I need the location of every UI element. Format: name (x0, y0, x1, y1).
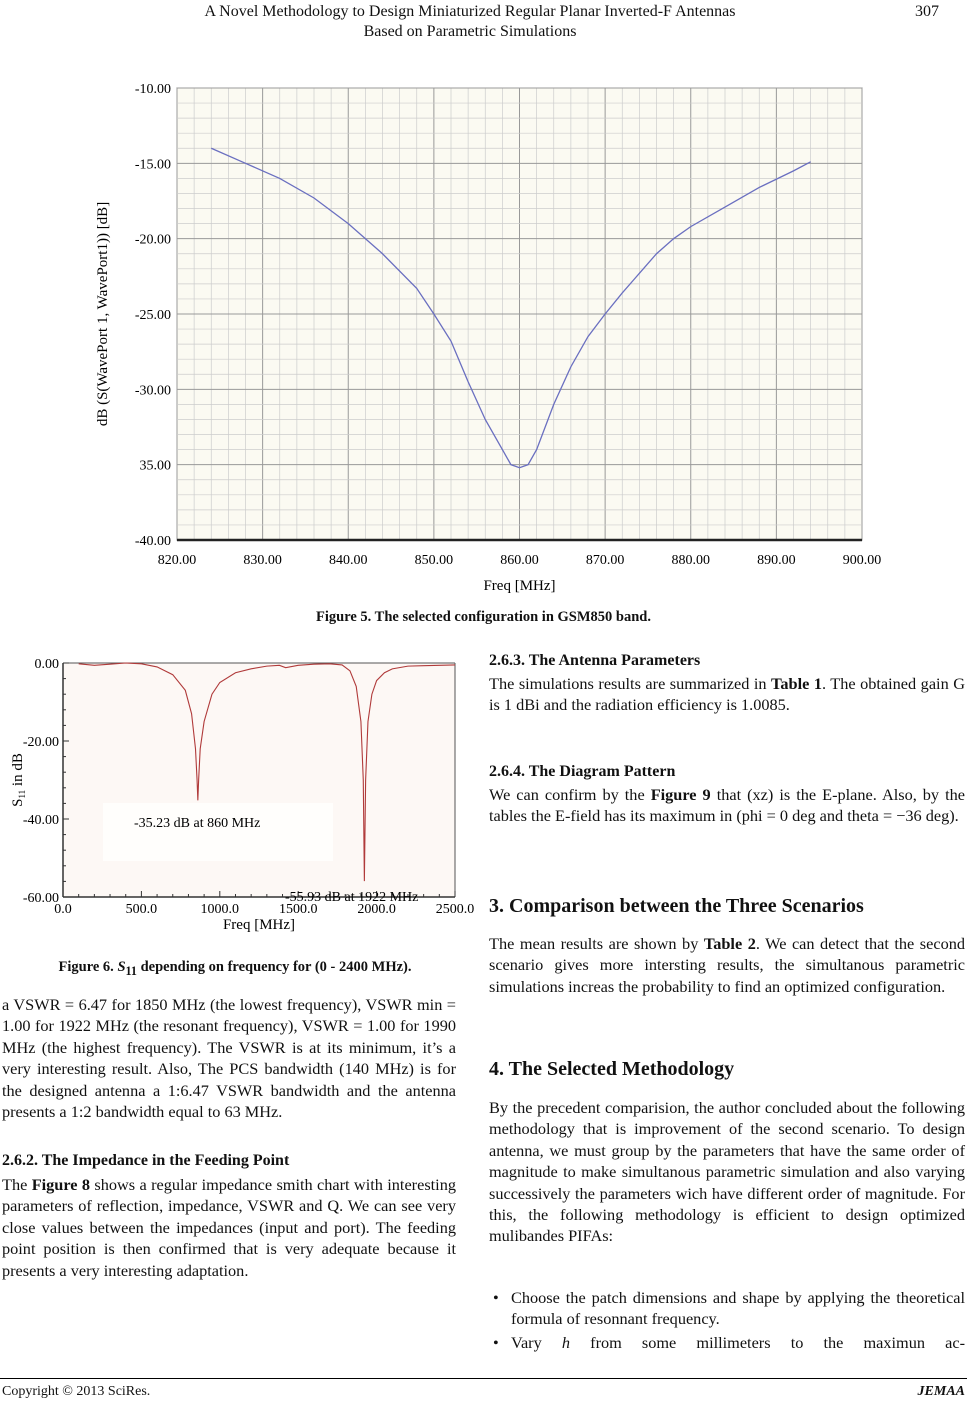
right-paragraph-methodology: By the precedent comparision, the author concluded about the following methodology that is improvement of the second scenario. To design antenna, we must group by the parameters that have the same order of magnitude to make simultanous parametric simulation and also varying successively the parameters wich have different order of magnitude. For this, the following methodology is efficient to design optimized mulibandes PIFAs: (489, 1098, 965, 1246)
text: The simulations results are summarized in (489, 674, 772, 693)
annotation-first-resonance: -35.23 dB at 860 MHz (134, 816, 261, 831)
bullet-text: Choose the patch dimensions and shape by applying the theoretical formula of resonnant frequency. (511, 1288, 965, 1329)
text: The (2, 1175, 32, 1194)
x-tick-label: 850.00 (414, 553, 454, 568)
y-tick-label: 0.00 (34, 657, 59, 672)
right-paragraph-comparison (489, 933, 965, 997)
table-ref: Table 2 (703, 934, 756, 953)
x-tick-label: 860.00 (500, 553, 539, 568)
footer-copyright: Copyright © 2013 SciRes. (2, 1384, 151, 1399)
x-tick-label: 500.0 (125, 902, 158, 917)
y-tick-label: -40.00 (134, 534, 171, 549)
bullet-icon: • (493, 1288, 499, 1307)
x-tick-label: 880.00 (671, 553, 710, 568)
x-tick-label: 820.00 (157, 553, 197, 568)
y-tick-label: -10.00 (134, 82, 171, 97)
x-tick-label: 890.00 (757, 553, 796, 568)
y-tick-label: -20.00 (134, 232, 171, 248)
x-tick-label: 840.00 (329, 553, 368, 568)
y-axis-label: $S_{11}$ in dB (10, 753, 27, 807)
y-tick-label: 35.00 (139, 458, 171, 474)
annotation-box (103, 803, 333, 861)
x-tick-label: 1500.0 (278, 902, 318, 917)
footer-journal: JEMAA (917, 1384, 965, 1399)
text: shows a regular impedance smith chart with interesting parameters of reflection, impedance, VSWR and Q. We can see very close values between the impedances (input and port). The feeding point position is then confirmed that is very adequate because it presents a very interesting adaptation. (2, 1175, 456, 1280)
heading-2-6-2: 2.6.2. The Impedance in the Feeding Point (2, 1152, 290, 1169)
figure6-caption (0, 959, 470, 979)
heading-2-6-3: 2.6.3. The Antenna Parameters (489, 652, 701, 669)
x-tick-label: 2500.0 (435, 902, 475, 917)
right-paragraph-pattern (489, 784, 965, 827)
heading-2-6-4: 2.6.4. The Diagram Pattern (489, 763, 676, 780)
x-tick-label: 0.0 (54, 902, 72, 917)
left-paragraph-vswr: a VSWR = 6.47 for 1850 MHz (the lowest frequency), VSWR min = 1.00 for 1922 MHz (the resonant frequency), VSWR = 1.00 for 1990 MHz (the highest frequency). The VSWR is at its minimum, it’s a very interesting result. Also, The PCS bandwidth (140 MHz) is for the designed antenna a 1:6.47 VSWR bandwidth and the antenna presents a 1:2 bandwidth equal to 63 MHz. (2, 995, 456, 1122)
text: that (xz) is the E-plane. Also, by the tables the E-field has its maximum in (phi = 0 deg and theta = −36 deg). (489, 785, 965, 826)
y-tick-label: -60.00 (22, 891, 59, 906)
x-tick-label: 1000.0 (200, 902, 240, 917)
plot-area (63, 663, 455, 897)
text: Vary (511, 1333, 562, 1352)
y-tick-label: -15.00 (134, 157, 171, 173)
table-ref: Table 1 (771, 674, 823, 693)
y-tick-label: -40.00 (22, 813, 59, 828)
text: We can confirm by the (489, 785, 651, 804)
x-tick-label: 2000.0 (357, 902, 396, 917)
left-paragraph-impedance (2, 1174, 456, 1281)
figure-ref: Figure 8 (31, 1175, 91, 1194)
caption-sub: 11 (125, 963, 137, 978)
heading-section-3: 3. Comparison between the Three Scenarios (489, 895, 864, 917)
bullet-item-2 (489, 1332, 965, 1353)
bullet-icon: • (493, 1333, 499, 1352)
footer-divider (0, 1378, 967, 1379)
header-title-line2: Based on Parametric Simulations (363, 23, 577, 40)
caption-rest: depending on frequency for (0 - 2400 MHz). (136, 959, 412, 975)
right-paragraph-parameters (489, 673, 965, 716)
text: from some millimeters to the maximun ac- (570, 1333, 966, 1352)
page-number: 307 (915, 3, 939, 20)
caption-s: S (117, 959, 126, 975)
x-tick-label: 870.00 (585, 553, 625, 568)
figure6-chart (0, 645, 475, 945)
x-tick-label: 900.00 (842, 553, 882, 568)
text: . We can detect that the second scenario gives more intersting results, the simultanous parametric simulations increas the probability to find an optimized configuration. (489, 934, 965, 996)
y-axis-label: dB (S(WavePort 1, WavePort1)) [dB] (95, 201, 111, 427)
header-title-line1: A Novel Methodology to Design Miniaturized Regular Planar Inverted-F Antennas (204, 3, 736, 20)
figure5-chart (90, 70, 890, 600)
y-tick-label: -25.00 (134, 308, 171, 323)
caption-prefix: Figure 6. (58, 959, 118, 975)
x-axis-label: Freq [MHz] (222, 917, 296, 933)
heading-section-4: 4. The Selected Methodology (489, 1058, 735, 1080)
x-tick-label: 830.00 (243, 553, 282, 568)
figure-ref: Figure 9 (650, 785, 711, 804)
y-tick-label: -20.00 (22, 735, 59, 750)
text: The mean results are shown by (489, 934, 704, 953)
figure5-caption: Figure 5. The selected configuration in GSM850 band. (316, 609, 651, 625)
x-axis-label: Freq [MHz] (483, 578, 556, 594)
text-italic: h (561, 1333, 571, 1352)
running-header (150, 2, 790, 42)
y-tick-label: -30.00 (134, 383, 171, 399)
annotation-second-resonance: -55.93 dB at 1922 MHz (285, 890, 419, 905)
text: . The obtained gain G is 1 dBi and the radiation efficiency is 1.0085. (489, 674, 965, 715)
bullet-item-1 (489, 1287, 965, 1330)
